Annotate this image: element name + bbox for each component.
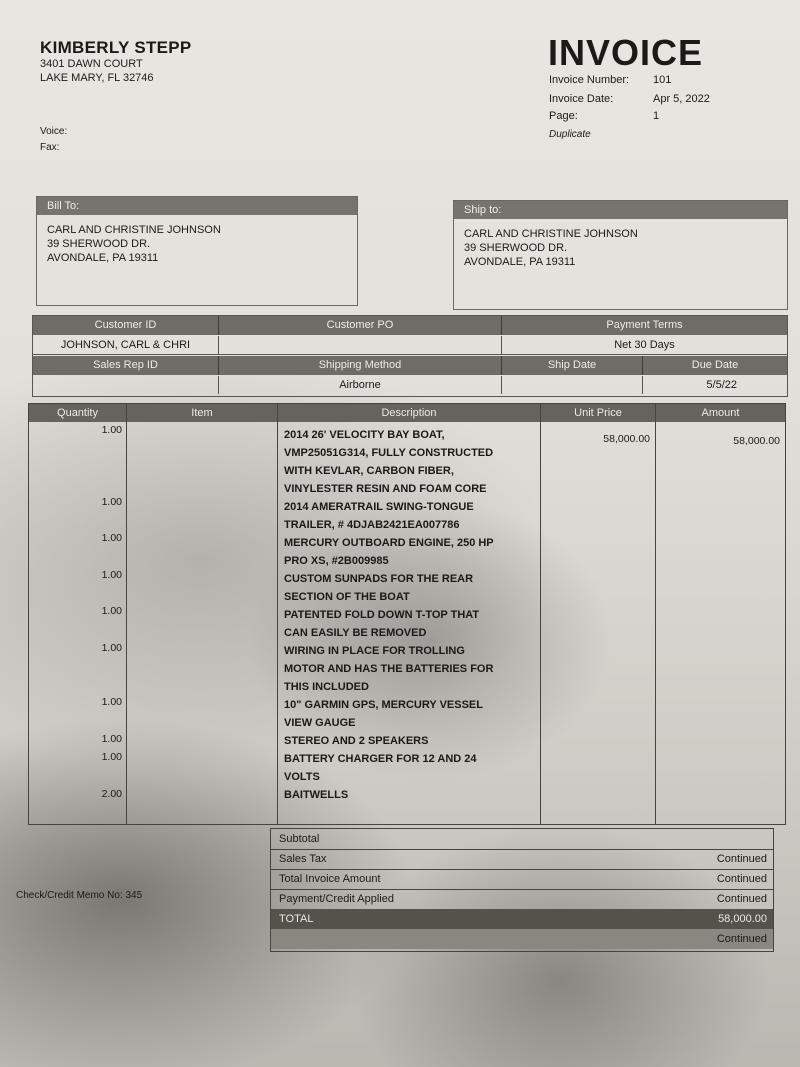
customer-id-header: Customer ID [33, 316, 219, 335]
description-header: Description [278, 404, 540, 422]
description-line: CAN EASILY BE REMOVED [284, 627, 427, 639]
description-line: PRO XS, #2B009985 [284, 555, 389, 567]
total-invoice-value: Continued [716, 873, 767, 885]
check-memo: Check/Credit Memo No: 345 [16, 890, 143, 901]
description-line: THIS INCLUDED [284, 681, 369, 693]
sales-tax-value: Continued [716, 853, 767, 865]
balance-value: Continued [716, 933, 767, 945]
amount-value: 58,000.00 [733, 435, 780, 447]
ship-date-value [502, 376, 643, 394]
description-line: VOLTS [284, 771, 320, 783]
item-quantity: 2.00 [101, 788, 122, 800]
bill-to-line2: 39 SHERWOOD DR. [47, 238, 151, 250]
description-line: SECTION OF THE BOAT [284, 591, 410, 603]
sales-tax-row [271, 849, 773, 870]
column-divider [126, 404, 127, 824]
customer-id-value: JOHNSON, CARL & CHRI [33, 336, 219, 355]
duplicate-mark: Duplicate [549, 129, 591, 140]
description-line: 2014 26' VELOCITY BAY BOAT, [284, 429, 445, 441]
ship-to-box [453, 200, 788, 310]
description-line: MERCURY OUTBOARD ENGINE, 250 HP [284, 537, 494, 549]
payment-terms-value: Net 30 Days [502, 336, 787, 355]
description-line: TRAILER, # 4DJAB2421EA007786 [284, 519, 460, 531]
ship-to-line1: CARL AND CHRISTINE JOHNSON [464, 228, 638, 240]
sales-tax-label: Sales Tax [279, 853, 327, 865]
description-line: STEREO AND 2 SPEAKERS [284, 735, 429, 747]
ship-to-line3: AVONDALE, PA 19311 [464, 256, 576, 268]
balance-row [271, 929, 773, 949]
payment-terms-header: Payment Terms [502, 316, 787, 335]
item-header: Item [127, 404, 277, 422]
due-date-header: Due Date [643, 356, 787, 375]
shipping-method-value: Airborne [219, 376, 502, 394]
sender-address-line1: 3401 DAWN COURT [40, 58, 143, 70]
ship-to-label: Ship to: [454, 201, 787, 219]
description-line: 2014 AMERATRAIL SWING-TONGUE [284, 501, 474, 513]
description-line: BAITWELLS [284, 789, 349, 801]
total-row [271, 909, 773, 930]
voice-label: Voice: [40, 126, 68, 137]
sales-rep-value [33, 376, 219, 394]
item-quantity: 1.00 [101, 496, 122, 508]
total-value: 58,000.00 [718, 913, 767, 925]
bill-to-line3: AVONDALE, PA 19311 [47, 252, 159, 264]
ship-date-header: Ship Date [502, 356, 643, 375]
description-line: WIRING IN PLACE FOR TROLLING [284, 645, 465, 657]
payment-label: Payment/Credit Applied [279, 893, 394, 905]
unit-price-header: Unit Price [541, 404, 655, 422]
column-divider [540, 404, 541, 824]
page-number: 1 [653, 110, 660, 122]
column-divider [655, 404, 656, 824]
item-quantity: 1.00 [101, 532, 122, 544]
ship-to-line2: 39 SHERWOOD DR. [464, 242, 568, 254]
description-line: MOTOR AND HAS THE BATTERIES FOR [284, 663, 494, 675]
item-quantity: 1.00 [101, 733, 122, 745]
invoice-number: 101 [653, 74, 672, 86]
payment-row [271, 889, 773, 910]
subtotal-row [271, 829, 773, 850]
item-quantity: 1.00 [101, 696, 122, 708]
ship-to-address [464, 227, 638, 269]
invoice-date-label: Invoice Date: [549, 93, 614, 105]
item-quantity: 1.00 [101, 642, 122, 654]
customer-po-value [219, 336, 502, 355]
sender-name: KIMBERLY STEPP [40, 38, 192, 57]
subtotal-label: Subtotal [279, 833, 320, 845]
description-line: BATTERY CHARGER FOR 12 AND 24 [284, 753, 477, 765]
invoice-number-label: Invoice Number: [549, 74, 630, 86]
item-quantity: 1.00 [101, 424, 122, 436]
total-invoice-label: Total Invoice Amount [279, 873, 381, 885]
item-quantity: 1.00 [101, 751, 122, 763]
shipping-method-header: Shipping Method [219, 356, 502, 375]
item-quantity: 1.00 [101, 605, 122, 617]
unit-price-value: 58,000.00 [603, 433, 650, 445]
description-line: VIEW GAUGE [284, 717, 356, 729]
payment-value: Continued [716, 893, 767, 905]
totals-box [270, 828, 774, 952]
description-line: VMP25051G314, FULLY CONSTRUCTED [284, 447, 494, 459]
column-divider [277, 404, 278, 824]
sales-rep-header: Sales Rep ID [33, 356, 219, 375]
item-quantity: 1.00 [101, 569, 122, 581]
description-line: PATENTED FOLD DOWN T-TOP THAT [284, 609, 480, 621]
item-description [284, 426, 494, 804]
amount-header: Amount [656, 404, 785, 422]
due-date-value [643, 376, 787, 394]
description-line: WITH KEVLAR, CARBON FIBER, [284, 465, 454, 477]
page-label: Page: [549, 110, 578, 122]
bill-to-box [36, 196, 358, 306]
description-line: 10" GARMIN GPS, MERCURY VESSEL [284, 699, 483, 711]
description-line: VINYLESTER RESIN AND FOAM CORE [284, 483, 487, 495]
total-label: TOTAL [279, 913, 314, 925]
sender-address-line2: LAKE MARY, FL 32746 [40, 72, 154, 84]
customer-po-header: Customer PO [219, 316, 502, 335]
bill-to-address [47, 223, 221, 265]
bill-to-label: Bill To: [37, 197, 357, 215]
fax-label: Fax: [40, 142, 60, 153]
invoice-date: Apr 5, 2022 [653, 93, 710, 105]
description-line: CUSTOM SUNPADS FOR THE REAR [284, 573, 474, 585]
invoice-title: INVOICE [548, 32, 704, 73]
quantity-header: Quantity [29, 404, 126, 422]
bill-to-line1: CARL AND CHRISTINE JOHNSON [47, 224, 221, 236]
order-info-grid [32, 315, 788, 397]
due-date-text: 5/5/22 [706, 379, 737, 391]
total-invoice-row [271, 869, 773, 890]
